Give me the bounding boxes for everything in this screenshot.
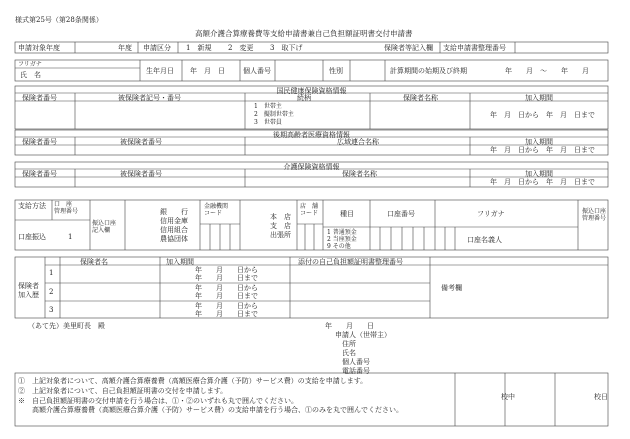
application-date[interactable]: 年 月 日 xyxy=(325,322,374,330)
insurer-fill-label: 保険者等記入欄 xyxy=(384,44,433,52)
nhi-section-title: 国民健康保険資格情報 xyxy=(276,87,347,95)
care-period-value[interactable]: 年 月 日から 年 月 日まで xyxy=(490,178,595,186)
nhi-relation: 続柄 xyxy=(297,94,311,102)
category-option-change[interactable]: 2 変更 xyxy=(228,44,254,52)
bank-type-label: 銀 行 信用金庫 信用組合 農協団体 xyxy=(160,208,188,243)
account-type-ordinary[interactable]: 1 普通預金 xyxy=(327,229,357,236)
account-mgmt-label: 口 座 管理番号 xyxy=(54,201,79,215)
form-number: 様式第25号（第28条関係） xyxy=(15,16,103,24)
birth-value[interactable]: 年 月 日 xyxy=(190,67,225,75)
applicant-name-label: 氏名 xyxy=(342,349,356,357)
target-year-label: 申請対象年度 xyxy=(18,44,60,52)
account-holder-label: 口座名義人 xyxy=(467,236,502,244)
claim-number-label: 支給申請書整理番号 xyxy=(443,44,506,52)
remarks-label: 備考欄 xyxy=(441,284,462,292)
nhi-insurer-no: 保険者番号 xyxy=(22,94,57,102)
transfer-mgmt-label: 振込口座 管理番号 xyxy=(582,208,607,222)
history-from[interactable]: 年 月 日から xyxy=(195,284,258,292)
nhi-period: 加入期間 xyxy=(525,94,553,102)
history-row-number: 2 xyxy=(49,288,54,296)
elderly-insured-no: 被保険者番号 xyxy=(120,138,162,146)
applicant-phone-label: 電話番号 xyxy=(342,367,370,375)
care-period: 加入期間 xyxy=(525,170,553,178)
year-suffix: 年度 xyxy=(118,44,132,52)
elderly-union-name: 広域連合名称 xyxy=(337,138,379,146)
note-4: 高額介護合算療養費（高額医療合算介護（予防）サービス費）の支給申請を行う場合、①のみを丸で囲んでください。 xyxy=(18,406,403,414)
elderly-insurer-no: 保険者番号 xyxy=(22,138,57,146)
relation-option-member[interactable]: 3 世帯員 xyxy=(254,119,282,126)
transfer-fill-label: 振込口座 記入欄 xyxy=(92,220,117,234)
holder-furigana-label: フリガナ xyxy=(477,210,505,218)
care-insurer-name: 保険者名称 xyxy=(342,170,377,178)
history-from[interactable]: 年 月 日から xyxy=(195,266,258,274)
history-to[interactable]: 年 月 日まで xyxy=(195,292,258,300)
history-to[interactable]: 年 月 日まで xyxy=(195,310,258,318)
nhi-period-value[interactable]: 年 月 日から 年 月 日まで xyxy=(490,111,595,119)
elderly-section-title: 後期高齢者医療資格情報 xyxy=(273,131,350,139)
applicant-personal-no-label: 個人番号 xyxy=(342,358,370,366)
page-title: 高額介護合算療養費等支給申請書兼自己負担額証明書交付申請書 xyxy=(195,29,413,38)
care-insured-no: 被保険者番号 xyxy=(120,170,162,178)
history-from[interactable]: 年 月 日から xyxy=(195,302,258,310)
note-2: ② 上記対象者について、自己負担額証明書の交付を申請します。 xyxy=(18,387,228,395)
account-type-other[interactable]: 9 その他 xyxy=(327,243,351,250)
note-3: ※ 自己負担額証明書の交付申請を行う場合は、①・②のいずれも丸で囲んでください。 xyxy=(18,397,298,405)
account-type-current[interactable]: 2 当座預金 xyxy=(327,236,357,243)
check-end-label: 校日 xyxy=(594,393,608,401)
elderly-period: 加入期間 xyxy=(525,138,553,146)
category-label: 申請区分 xyxy=(143,44,171,52)
relation-option-quasi-head[interactable]: 2 擬制世帯主 xyxy=(254,111,294,118)
care-insurer-no: 保険者番号 xyxy=(22,170,57,178)
history-row-number: 3 xyxy=(49,306,54,314)
sex-label: 性別 xyxy=(329,67,343,75)
elderly-period-value[interactable]: 年 月 日から 年 月 日まで xyxy=(490,146,595,154)
category-option-withdraw[interactable]: 3 取下げ xyxy=(270,44,303,52)
account-transfer-value[interactable]: 1 xyxy=(68,233,73,241)
nhi-insurer-name: 保険者名称 xyxy=(403,94,438,102)
name-label: 氏 名 xyxy=(20,71,41,79)
applicant-head-label: 申請人（世帯主） xyxy=(335,331,391,339)
category-option-new[interactable]: 1 新規 xyxy=(186,44,212,52)
care-section-title: 介護保険資格情報 xyxy=(283,163,340,171)
nhi-insured-sign-no: 被保険者記号・番号 xyxy=(118,94,181,102)
period-label: 計算期間の始期及び終期 xyxy=(390,67,467,75)
payment-method-label: 支給方法 xyxy=(18,202,46,210)
note-1: ① 上記対象者について、高額介護合算療養費（高額医療合算介護（予防）サービス費）の支給を申請します。 xyxy=(18,377,368,385)
branch-code-label: 店 舗 コード xyxy=(300,203,319,217)
addressee: （あて先）美里町長 殿 xyxy=(28,322,105,330)
account-type-label: 種目 xyxy=(340,210,354,218)
applicant-address-label: 住所 xyxy=(342,340,356,348)
history-cert-no: 添付の自己負担額証明書整理番号 xyxy=(298,258,403,266)
history-row-number: 1 xyxy=(49,269,54,277)
history-insurer-name: 保険者名 xyxy=(80,258,108,266)
account-no-label: 口座番号 xyxy=(387,210,415,218)
branch-type-label: 本 店 支 店 出張所 xyxy=(270,213,291,239)
history-period: 加入期間 xyxy=(166,258,194,266)
period-value[interactable]: 年 月 ～ 年 月 xyxy=(505,67,589,75)
account-transfer-label: 口座振込 xyxy=(18,233,46,241)
birth-label: 生年月日 xyxy=(146,67,174,75)
relation-option-head[interactable]: 1 世帯主 xyxy=(254,103,282,110)
insurer-history-label: 保険者 加入歴 xyxy=(18,282,39,299)
check-mid-label: 校中 xyxy=(501,393,515,401)
bank-code-label: 金融機関 コード xyxy=(204,203,229,217)
history-to[interactable]: 年 月 日まで xyxy=(195,274,258,282)
personal-no-label: 個人番号 xyxy=(243,67,271,75)
furigana-label: フリガナ xyxy=(18,61,42,68)
